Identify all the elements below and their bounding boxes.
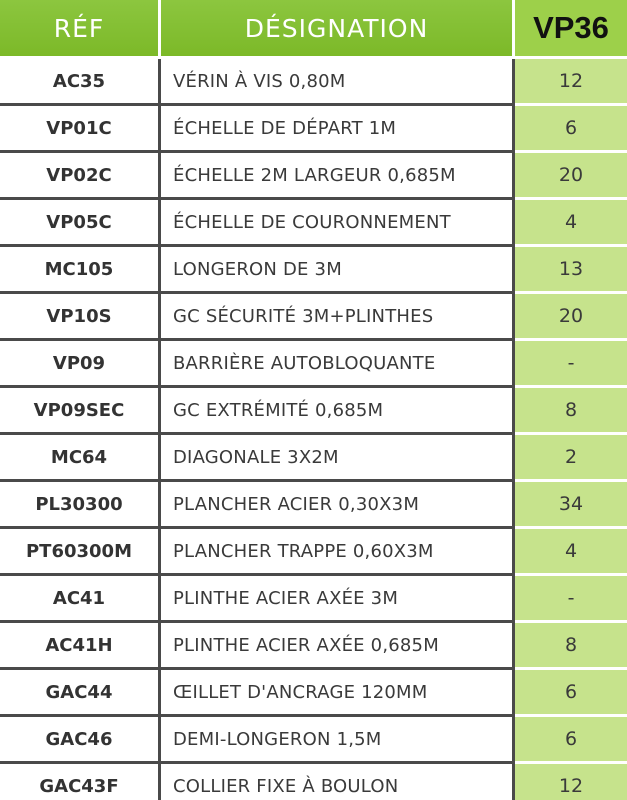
table-row xyxy=(0,764,627,800)
table-row xyxy=(0,294,627,341)
table-row xyxy=(0,482,627,529)
table-row xyxy=(0,200,627,247)
row-designation-cell: PLANCHER ACIER 0,30X3M xyxy=(161,482,515,529)
row-quantity-cell: 4 xyxy=(515,529,627,576)
row-designation-cell: LONGERON DE 3M xyxy=(161,247,515,294)
row-designation-cell: GC EXTRÉMITÉ 0,685M xyxy=(161,388,515,435)
row-designation-cell: PLINTHE ACIER AXÉE 0,685M xyxy=(161,623,515,670)
row-ref-cell: PL30300 xyxy=(0,482,161,529)
table-row xyxy=(0,529,627,576)
row-quantity-cell: 6 xyxy=(515,670,627,717)
row-quantity-cell: 8 xyxy=(515,388,627,435)
header-ref: RÉF xyxy=(0,0,161,59)
table-row xyxy=(0,341,627,388)
table-row xyxy=(0,153,627,200)
table-body xyxy=(0,59,627,800)
header-designation: DÉSIGNATION xyxy=(161,0,515,59)
row-ref-cell: AC35 xyxy=(0,59,161,106)
row-ref-cell: VP01C xyxy=(0,106,161,153)
row-designation-cell: BARRIÈRE AUTOBLOQUANTE xyxy=(161,341,515,388)
row-quantity-cell: 20 xyxy=(515,294,627,341)
row-ref-cell: VP09 xyxy=(0,341,161,388)
row-ref-cell: GAC44 xyxy=(0,670,161,717)
row-ref-cell: MC64 xyxy=(0,435,161,482)
row-designation-cell: ÉCHELLE DE COURONNEMENT xyxy=(161,200,515,247)
row-quantity-cell: - xyxy=(515,341,627,388)
row-designation-cell: ÉCHELLE DE DÉPART 1M xyxy=(161,106,515,153)
row-quantity-cell: 4 xyxy=(515,200,627,247)
row-quantity-cell: 34 xyxy=(515,482,627,529)
table-row xyxy=(0,717,627,764)
table-row xyxy=(0,623,627,670)
row-ref-cell: VP09SEC xyxy=(0,388,161,435)
row-quantity-cell: 2 xyxy=(515,435,627,482)
row-quantity-cell: - xyxy=(515,576,627,623)
row-ref-cell: MC105 xyxy=(0,247,161,294)
row-designation-cell: GC SÉCURITÉ 3M+PLINTHES xyxy=(161,294,515,341)
table-row xyxy=(0,670,627,717)
table-row xyxy=(0,247,627,294)
row-quantity-cell: 6 xyxy=(515,106,627,153)
table-row xyxy=(0,576,627,623)
row-ref-cell: AC41 xyxy=(0,576,161,623)
row-designation-cell: PLANCHER TRAPPE 0,60X3M xyxy=(161,529,515,576)
row-quantity-cell: 20 xyxy=(515,153,627,200)
row-designation-cell: DEMI-LONGERON 1,5M xyxy=(161,717,515,764)
row-ref-cell: GAC43F xyxy=(0,764,161,800)
table-row xyxy=(0,59,627,106)
row-designation-cell: PLINTHE ACIER AXÉE 3M xyxy=(161,576,515,623)
row-designation-cell: VÉRIN À VIS 0,80M xyxy=(161,59,515,106)
row-quantity-cell: 8 xyxy=(515,623,627,670)
table-row xyxy=(0,435,627,482)
row-ref-cell: AC41H xyxy=(0,623,161,670)
row-ref-cell: VP10S xyxy=(0,294,161,341)
row-quantity-cell: 13 xyxy=(515,247,627,294)
row-quantity-cell: 12 xyxy=(515,59,627,106)
table-header-row xyxy=(0,0,627,59)
row-ref-cell: VP02C xyxy=(0,153,161,200)
table-row xyxy=(0,106,627,153)
row-ref-cell: PT60300M xyxy=(0,529,161,576)
row-ref-cell: GAC46 xyxy=(0,717,161,764)
row-designation-cell: ÉCHELLE 2M LARGEUR 0,685M xyxy=(161,153,515,200)
row-quantity-cell: 6 xyxy=(515,717,627,764)
row-ref-cell: VP05C xyxy=(0,200,161,247)
header-quantity-vp36: VP36 xyxy=(515,0,627,59)
row-designation-cell: DIAGONALE 3X2M xyxy=(161,435,515,482)
row-designation-cell: ŒILLET D'ANCRAGE 120MM xyxy=(161,670,515,717)
row-designation-cell: COLLIER FIXE À BOULON xyxy=(161,764,515,800)
table-row xyxy=(0,388,627,435)
row-quantity-cell: 12 xyxy=(515,764,627,800)
